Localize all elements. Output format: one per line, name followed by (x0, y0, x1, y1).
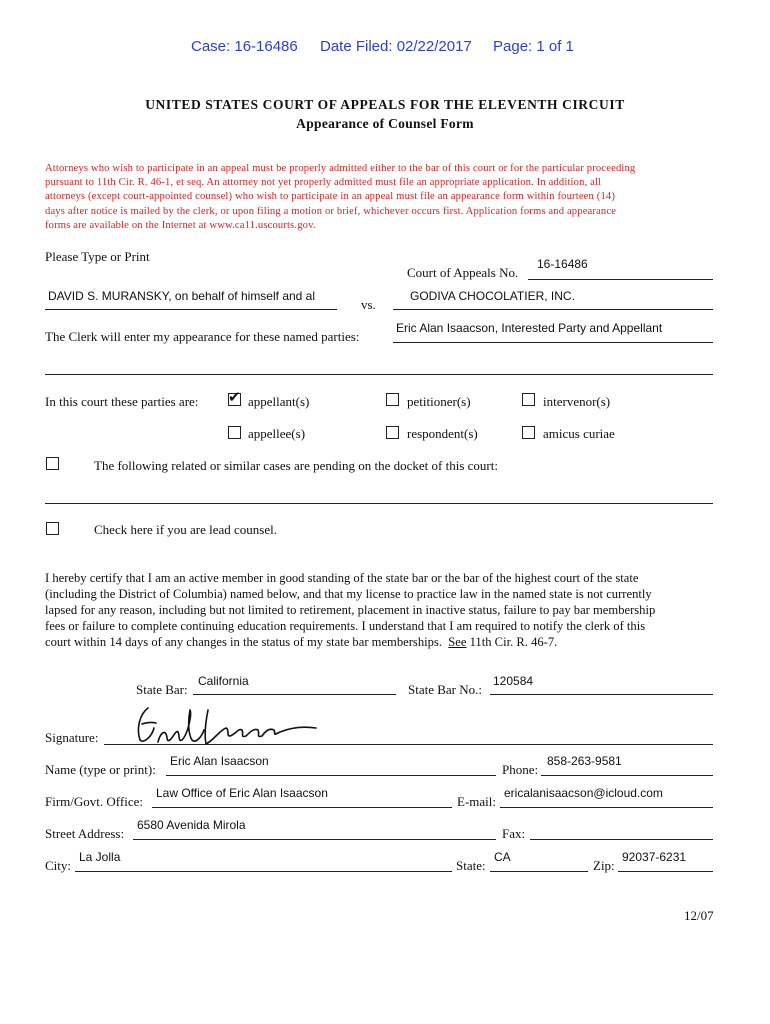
case-number-line (528, 279, 713, 280)
phone-label: Phone: (502, 762, 539, 777)
zip-label: Zip: (593, 858, 615, 873)
city-field[interactable]: La Jolla (79, 850, 121, 864)
intervenor-checkbox[interactable] (522, 393, 535, 406)
respondent-label: respondent(s) (407, 426, 478, 441)
see-reference: See (448, 635, 467, 649)
street-address-field[interactable]: 6580 Avenida Mirola (137, 818, 246, 832)
related-cases-line (45, 503, 713, 504)
street-address-label: Street Address: (45, 826, 125, 841)
certification-line: (including the District of Columbia) named below, and that my license to practice law in the named state is not currently (45, 587, 652, 601)
defendant-line (393, 309, 713, 310)
state-line (490, 871, 588, 872)
petitioner-label: petitioner(s) (407, 394, 471, 409)
appellee-label: appellee(s) (248, 426, 306, 441)
signature-line (104, 744, 713, 745)
related-cases-checkbox[interactable] (46, 457, 59, 470)
state-bar-field[interactable]: California (198, 674, 249, 688)
phone-line (541, 775, 713, 776)
appellee-checkbox[interactable] (228, 426, 241, 439)
zip-line (618, 871, 713, 872)
certification-line: fees or failure to complete continuing education requirements. I understand that I am required to notify the clerk of this (45, 619, 646, 633)
plaintiff-field[interactable]: DAVID S. MURANSKY, on behalf of himself and al (48, 289, 316, 303)
state-bar-number-label: State Bar No.: (408, 682, 483, 697)
notice-line: Attorneys who wish to participate in an appeal must be properly admitted either to the bar of this court or for the particular proceeding (45, 163, 636, 174)
lead-counsel-checkbox[interactable] (46, 522, 59, 535)
intervenor-label: intervenor(s) (543, 394, 611, 409)
date-filed-header: Date Filed: 02/22/2017 (320, 38, 472, 55)
name-line (166, 775, 496, 776)
clerk-parties-label: The Clerk will enter my appearance for these named parties: (45, 329, 360, 344)
respondent-checkbox[interactable] (386, 426, 399, 439)
firm-field[interactable]: Law Office of Eric Alan Isaacson (156, 786, 328, 800)
handwritten-signature (130, 700, 330, 748)
certification-line: lapsed for any reason, including but not limited to retirement, placement in inactive status, failure to pay bar membership (45, 603, 656, 617)
state-bar-number-field[interactable]: 120584 (493, 674, 534, 688)
name-field[interactable]: Eric Alan Isaacson (170, 754, 269, 768)
firm-line (152, 807, 452, 808)
state-field[interactable]: CA (494, 850, 511, 864)
related-cases-label: The following related or similar cases are pending on the docket of this court: (94, 458, 498, 473)
named-parties-line-2 (45, 374, 713, 375)
signature-label: Signature: (45, 730, 99, 745)
form-title: Appearance of Counsel Form (296, 116, 474, 131)
form-revision: 12/07 (684, 908, 714, 923)
state-label: State: (456, 858, 486, 873)
notice-line: attorneys (except court-appointed counsel) who wish to participate in an appeal must file an appearance form within fourteen (14) (45, 191, 616, 203)
named-parties-line (393, 342, 713, 343)
appellant-checkbox[interactable] (228, 388, 241, 406)
checkmark-icon: ✔ (228, 388, 241, 406)
certification-text-part: court within 14 days of any changes in the status of my state bar memberships. (45, 635, 449, 649)
plaintiff-line (45, 309, 337, 310)
notice-line: days after notice is mailed by the clerk, or upon filing a motion or brief, whichever occurs first. Application forms and appearance (45, 205, 617, 217)
certification-line (45, 634, 735, 650)
page-number-header: Page: 1 of 1 (493, 38, 574, 55)
named-parties-field[interactable]: Eric Alan Isaacson, Interested Party and Appellant (396, 321, 663, 335)
defendant-field[interactable]: GODIVA CHOCOLATIER, INC. (410, 289, 575, 303)
notice-line: forms are available on the Internet at www.ca11.uscourts.gov. (45, 219, 316, 231)
petitioner-checkbox[interactable] (386, 393, 399, 406)
street-address-line (133, 839, 496, 840)
party-type-label: In this court these parties are: (45, 394, 199, 409)
amicus-curiae-label: amicus curiae (543, 426, 615, 441)
fax-line (530, 839, 713, 840)
case-number-label: Court of Appeals No. (407, 265, 519, 280)
phone-field[interactable]: 858-263-9581 (547, 754, 622, 768)
state-bar-number-line (490, 694, 713, 695)
fax-label: Fax: (502, 826, 526, 841)
notice-text (45, 162, 730, 233)
versus-label: vs. (361, 297, 376, 312)
lead-counsel-label: Check here if you are lead counsel. (94, 522, 278, 537)
email-label: E-mail: (457, 794, 496, 809)
certification-text (45, 570, 735, 650)
amicus-curiae-checkbox[interactable] (522, 426, 535, 439)
firm-label: Firm/Govt. Office: (45, 794, 143, 809)
email-line (500, 807, 713, 808)
email-field[interactable]: ericalanisaacson@icloud.com (504, 786, 663, 800)
city-label: City: (45, 858, 72, 873)
case-number-field[interactable]: 16-16486 (537, 257, 588, 271)
state-bar-line (193, 694, 396, 695)
court-title: UNITED STATES COURT OF APPEALS FOR THE ELEVENTH CIRCUIT (145, 97, 625, 112)
certification-line: I hereby certify that I am an active member in good standing of the state bar or the bar of the highest court of the state (45, 571, 639, 585)
rule-reference: 11th Cir. R. 46-7. (466, 635, 558, 649)
appellant-label: appellant(s) (248, 394, 310, 409)
state-bar-label: State Bar: (136, 682, 188, 697)
name-label: Name (type or print): (45, 762, 156, 777)
please-type-label: Please Type or Print (45, 249, 150, 264)
zip-field[interactable]: 92037-6231 (622, 850, 687, 864)
case-number-header: Case: 16-16486 (191, 38, 298, 55)
notice-line: pursuant to 11th Cir. R. 46-1, et seq. An attorney not yet properly admitted must file an appropriate application. In addition, all (45, 177, 602, 189)
city-line (75, 871, 452, 872)
